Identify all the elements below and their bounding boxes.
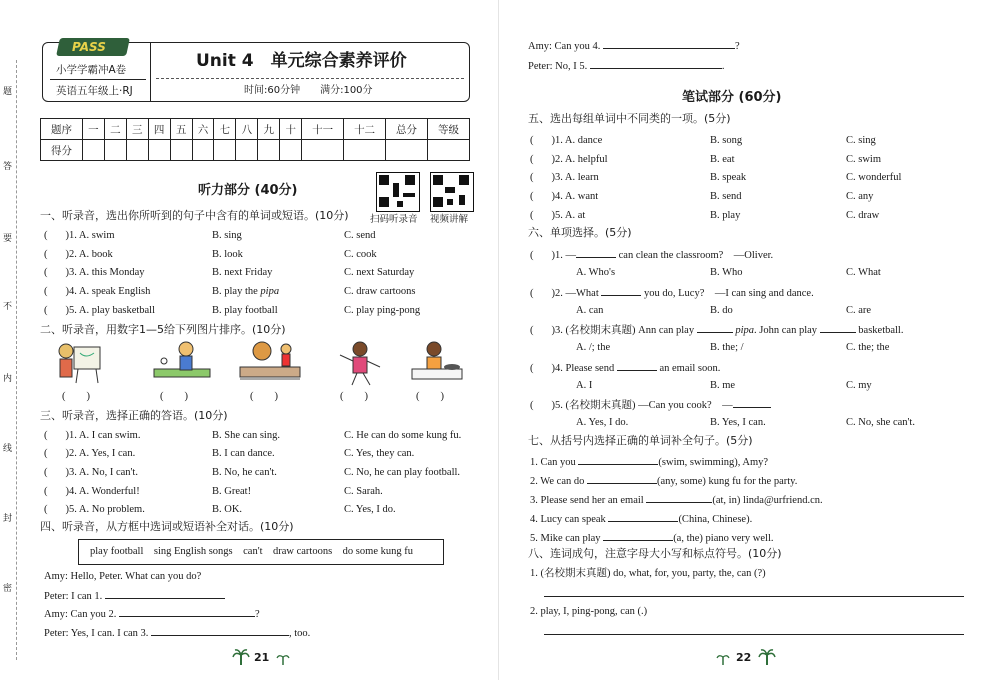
pic-answer-5[interactable]: ( ) [416,391,444,402]
grade-label: 英语五年级上·RJ [56,85,133,97]
s6-q4[interactable]: ( )4. Please send an email soon. [530,360,720,375]
score-header: 五 [170,119,192,140]
palm-icon [276,652,290,666]
s5-q5-b[interactable]: B. play [710,210,741,221]
s3-q1[interactable]: ( )1. A. I can swim. [44,430,141,441]
s6-q2[interactable]: ( )2. —What you do, Lucy? —I can sing and dance. [530,285,814,300]
s6-q5-b[interactable]: B. Yes, I can. [710,417,766,428]
s6-q1-a[interactable]: A. Who's [576,267,616,278]
s6-q5[interactable]: ( )5. (名校期末真题) —Can you cook? — [530,397,771,412]
s1-q4-c[interactable]: C. draw cartoons [344,286,416,297]
s6-q3[interactable]: ( )3. (名校期末真题) Ann can play pipa. John can play basketball. [530,322,903,337]
s3-q4-c[interactable]: C. Sarah. [344,486,383,497]
margin-label: 不 [3,302,13,312]
s3-q2-c[interactable]: C. Yes, they can. [344,448,415,459]
picture-girl-dancing [330,339,390,389]
score-header: 总分 [386,119,428,140]
dialog-line-6[interactable]: Peter: No, I 5. . [528,58,724,73]
score-header: 十一 [302,119,344,140]
s3-q5[interactable]: ( )5. A. No problem. [44,504,145,515]
s1-q2-c[interactable]: C. cook [344,249,377,260]
score-cell[interactable] [104,140,126,161]
pic-answer-2[interactable]: ( ) [160,391,188,402]
dialog-line-3[interactable]: Amy: Can you 2. ? [44,606,260,621]
page-number-right: 22 [736,651,752,664]
s1-q3-b[interactable]: B. next Friday [212,267,273,278]
score-cell[interactable] [386,140,428,161]
s1-q3-c[interactable]: C. next Saturday [344,267,415,278]
palm-icon [758,648,776,666]
s5-q3[interactable]: ( )3. A. learn [530,172,599,183]
score-header: 十二 [344,119,386,140]
palm-icon [716,652,730,666]
s3-q4-b[interactable]: B. Great! [212,486,252,497]
score-cell[interactable] [126,140,148,161]
score-header: 等级 [427,119,469,140]
palm-icon [232,648,250,666]
margin-label: 线 [3,444,13,454]
page-number-left: 21 [254,651,270,664]
s8-q1-answer-line[interactable] [544,596,964,597]
s6-q2-c[interactable]: C. are [846,305,872,316]
score-cell[interactable] [236,140,258,161]
s3-q4[interactable]: ( )4. A. Wonderful! [44,486,140,497]
margin-label: 要 [3,234,13,244]
margin-label: 答 [3,162,13,172]
page-divider [498,0,499,680]
qr-video-label: 视频讲解 [430,214,469,225]
qr-code-audio[interactable] [376,172,420,212]
pic-answer-4[interactable]: ( ) [340,391,368,402]
s6-q5-c[interactable]: C. No, she can't. [846,417,915,428]
dialog-line-4[interactable]: Peter: Yes, I can. I can 3. , too. [44,625,310,640]
s1-q2[interactable]: ( )2. A. book [44,249,113,260]
score-header: 七 [214,119,236,140]
picture-boy-ping-pong [150,339,220,389]
s6-q1-b[interactable]: B. Who [710,267,743,278]
time-info: 时间:60分钟 满分:100分 [244,85,373,96]
score-header: 十 [280,119,302,140]
s8-q1: 1. (名校期末真题) do, what, for, you, party, the, can (?) [530,568,766,579]
score-cell[interactable] [214,140,236,161]
s7-q2[interactable]: 2. We can do (any, some) kung fu for the party. [530,473,797,488]
s5-q2-c[interactable]: C. swim [846,154,882,165]
picture-kung-fu [236,339,316,389]
section-8-title: 八、连词成句，注意字母大小写和标点符号。(10分) [528,547,782,560]
s1-q1-b[interactable]: B. sing [212,230,242,241]
s6-q2-b[interactable]: B. do [710,305,733,316]
s6-q5-a[interactable]: A. Yes, I do. [576,417,629,428]
margin-label: 内 [3,374,13,384]
dialog-line-2[interactable]: Peter: I can 1. [44,588,225,603]
dialog-line-1: Amy: Hello, Peter. What can you do? [44,571,202,582]
s6-q3-b[interactable]: B. the; / [710,342,744,353]
s1-q3[interactable]: ( )3. A. this Monday [44,267,145,278]
s8-q2: 2. play, I, ping-pong, can (.) [530,606,648,617]
s3-q5-b[interactable]: B. OK. [212,504,243,515]
s3-q1-b[interactable]: B. She can sing. [212,430,280,441]
s1-q4[interactable]: ( )4. A. speak English [44,286,151,297]
score-cell[interactable] [170,140,192,161]
qr-code-video[interactable] [430,172,474,212]
margin-label: 题 [3,87,13,97]
s3-q1-c[interactable]: C. He can do some kung fu. [344,430,462,441]
s1-q1[interactable]: ( )1. A. swim [44,230,115,241]
s3-q3[interactable]: ( )3. A. No, I can't. [44,467,138,478]
qr-audio-label: 扫码听录音 [370,214,418,225]
score-header: 九 [258,119,280,140]
s1-q5[interactable]: ( )5. A. play basketball [44,305,156,316]
section-4-title: 四、听录音，从方框中选词或短语补全对话。(10分) [40,520,294,533]
s5-q2-b[interactable]: B. eat [710,154,735,165]
score-cell[interactable] [280,140,302,161]
s1-q4-b[interactable]: B. play the pipa [212,286,280,297]
s1-q5-b[interactable]: B. play football [212,305,278,316]
score-cell[interactable] [258,140,280,161]
header-divider [150,42,151,102]
pic-answer-3[interactable]: ( ) [250,391,278,402]
score-cell[interactable] [148,140,170,161]
listening-heading: 听力部分 (40分) [198,183,298,198]
s6-q4-b[interactable]: B. me [710,380,736,391]
picture-girl-drawing [52,339,122,389]
s3-q2[interactable]: ( )2. A. Yes, I can. [44,448,136,459]
section-5-title: 五、选出每组单词中不同类的一项。(5分) [528,112,731,125]
s3-q3-c[interactable]: C. No, he can play football. [344,467,461,478]
s6-q3-a[interactable]: A. /; the [576,342,611,353]
section-6-title: 六、单项选择。(5分) [528,226,632,239]
s8-q2-answer-line[interactable] [544,634,964,635]
s3-q5-c[interactable]: C. Yes, I do. [344,504,396,515]
s5-q5-c[interactable]: C. draw [846,210,880,221]
s5-q5[interactable]: ( )5. A. at [530,210,586,221]
score-cell[interactable] [302,140,344,161]
score-header: 四 [148,119,170,140]
score-cell[interactable] [82,140,104,161]
written-heading: 笔试部分 (60分) [682,90,782,105]
score-header: 二 [104,119,126,140]
s7-q1[interactable]: 1. Can you (swim, swimming), Amy? [530,454,768,469]
s1-q2-b[interactable]: B. look [212,249,243,260]
s5-q4[interactable]: ( )4. A. want [530,191,599,202]
s6-q3-c[interactable]: C. the; the [846,342,890,353]
score-header: 六 [192,119,214,140]
section-7-title: 七、从括号内选择正确的单词补全句子。(5分) [528,434,753,447]
s5-q2[interactable]: ( )2. A. helpful [530,154,608,165]
s5-q3-c[interactable]: C. wonderful [846,172,902,183]
s3-q3-b[interactable]: B. No, he can't. [212,467,277,478]
score-header: 八 [236,119,258,140]
section-3-title: 三、听录音，选择正确的答语。(10分) [40,409,228,422]
s7-q5[interactable]: 5. Mike can play (a, the) piano very well. [530,530,773,545]
s5-q1-b[interactable]: B. song [710,135,743,146]
s6-q4-a[interactable]: A. I [576,380,593,391]
s6-q2-a[interactable]: A. can [576,305,604,316]
dialog-line-5[interactable]: Amy: Can you 4. ? [528,38,740,53]
margin-label: 封 [3,514,13,524]
margin-label: 密 [3,584,13,594]
s5-q1-c[interactable]: C. sing [846,135,876,146]
word-box-text: play football sing English songs can't draw cartoons do some kung fu [90,546,413,557]
page-title: Unit 4 单元综合素养评价 [196,51,407,71]
section-2-title: 二、听录音，用数字1—5给下列图片排序。(10分) [40,323,286,336]
s7-q4[interactable]: 4. Lucy can speak (China, Chinese). [530,511,752,526]
s6-q1-c[interactable]: C. What [846,267,881,278]
badge-text: PASS [72,40,106,54]
s5-q3-b[interactable]: B. speak [710,172,747,183]
s5-q1[interactable]: ( )1. A. dance [530,135,603,146]
title-rule [156,78,464,79]
series-label: 小学学霸冲A卷 [56,64,127,76]
s3-q2-b[interactable]: B. I can dance. [212,448,275,459]
score-row-label: 得分 [41,140,83,161]
series-rule [50,79,146,80]
s1-q5-c[interactable]: C. play ping-pong [344,305,421,316]
score-cell[interactable] [427,140,469,161]
section-1-title: 一、听录音，选出你所听到的句子中含有的单词或短语。(10分) [40,209,349,222]
s6-q4-c[interactable]: C. my [846,380,872,391]
score-header: 三 [126,119,148,140]
score-table [40,118,470,161]
margin-strip [0,60,20,660]
s5-q4-b[interactable]: B. send [710,191,742,202]
pic-answer-1[interactable]: ( ) [62,391,90,402]
s5-q4-c[interactable]: C. any [846,191,874,202]
score-cell[interactable] [192,140,214,161]
score-header: 题序 [41,119,83,140]
score-header: 一 [82,119,104,140]
score-cell[interactable] [344,140,386,161]
s6-q1[interactable]: ( )1. — can clean the classroom? —Oliver. [530,247,773,262]
s1-q1-c[interactable]: C. send [344,230,376,241]
s7-q3[interactable]: 3. Please send her an email (at, in) linda@urfriend.cn. [530,492,823,507]
picture-girl-cooking [404,339,474,389]
